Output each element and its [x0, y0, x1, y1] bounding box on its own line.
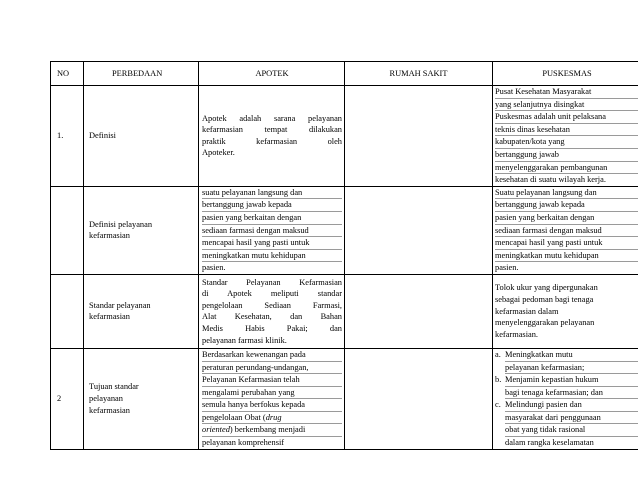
row2-perbedaan-line: Definisi pelayanan	[89, 219, 153, 229]
row4-apotek-line: semula hanya berfokus kepada	[202, 399, 342, 412]
header-puskesmas: PUSKESMAS	[493, 62, 638, 86]
row3-apotek-line: di Apotek meliputi standar	[202, 289, 342, 299]
row1-apotek-line: Apotek adalah sarana pelayanan	[202, 113, 342, 123]
row1-perbedaan: Definisi	[84, 86, 199, 187]
row3-apotek	[199, 274, 345, 348]
row1-puskesmas-line: kesehatan di suatu wilayah kerja.	[495, 175, 606, 185]
row2-rumah-sakit	[345, 186, 493, 274]
row4-puskesmas-list	[495, 349, 638, 449]
list-item-line: Melindungi pasien dan	[505, 399, 638, 412]
header-apotek: APOTEK	[199, 62, 345, 86]
list-item-line: dalam rangka keselamatan	[505, 438, 594, 448]
row1-apotek-text	[202, 113, 342, 159]
row2-puskesmas	[493, 186, 638, 274]
list-item-line: Menjamin kepastian hukum	[505, 374, 638, 387]
list-item	[495, 374, 638, 399]
table-header-row	[51, 62, 638, 86]
row2-puskesmas-line: sediaan farmasi dengan maksud	[495, 225, 638, 238]
row4-rumah-sakit	[345, 348, 493, 449]
row4-perbedaan	[84, 348, 199, 449]
row3-apotek-line: Medis Habis Pakai; dan	[202, 324, 342, 333]
table-row-definisi-pelayanan	[51, 186, 638, 274]
row3-apotek-text	[202, 277, 342, 347]
row2-puskesmas-line: pasien yang berkaitan dengan	[495, 212, 638, 225]
list-marker: b.	[495, 375, 502, 385]
row3-perbedaan-line: kefarmasian	[89, 312, 130, 322]
row4-apotek-line-oriented	[202, 424, 342, 437]
row4-apotek-last: pelayanan komprehensif	[202, 438, 285, 448]
row4-perbedaan-line: Tujuan standar	[89, 382, 139, 392]
row2-puskesmas-line: mencapai hasil yang pasti untuk	[495, 237, 638, 250]
row3-apotek-line: pelayanan farmasi klinik.	[202, 335, 287, 345]
header-rumah-sakit: RUMAH SAKIT	[345, 62, 493, 86]
row1-puskesmas-line: kabupaten/kota yang	[495, 136, 638, 149]
row2-puskesmas-line: meningkatkan mutu kehidupan	[495, 250, 638, 263]
row3-puskesmas	[493, 274, 638, 348]
row1-puskesmas-line: teknis dinas kesehatan	[495, 124, 638, 137]
row2-apotek-line: mencapai hasil yang pasti untuk	[202, 237, 342, 250]
table-row-tujuan-standar	[51, 348, 638, 449]
row2-apotek-line: suatu pelayanan langsung dan	[202, 187, 342, 200]
row2-no	[51, 186, 84, 274]
row4-apotek-line: Berdasarkan kewenangan pada	[202, 349, 342, 362]
row1-apotek-line: Apoteker.	[202, 148, 235, 158]
row2-apotek-line: meningkatkan mutu kehidupan	[202, 250, 342, 263]
row4-apotek-line-last	[202, 437, 342, 449]
row1-puskesmas-line: yang selanjutnya disingkat	[495, 99, 638, 112]
row4-apotek-italic-oriented: oriented	[202, 425, 230, 435]
row4-puskesmas	[493, 348, 638, 449]
row2-puskesmas-line: Suatu pelayanan langsung dan	[495, 187, 638, 200]
row3-apotek-line: Alat Kesehatan, dan Bahan	[202, 312, 342, 322]
row3-puskesmas-line: Tolok ukur yang dipergunakan	[495, 283, 598, 293]
row1-puskesmas-line: Pusat Kesehatan Masyarakat	[495, 86, 638, 99]
row3-puskesmas-line: kefarmasian.	[495, 329, 539, 339]
row4-apotek-italic-drug: drug	[265, 412, 282, 422]
list-item-line: masyarakat dari penggunaan	[505, 412, 638, 425]
row4-apotek-line: Pelayanan Kefarmasian telah	[202, 374, 342, 387]
row4-perbedaan-line: kefarmasian	[89, 405, 130, 415]
row3-apotek-line: Standar Pelayanan Kefarmasian	[202, 277, 342, 287]
row4-no: 2	[51, 348, 84, 449]
list-item-line: Meningkatkan mutu	[505, 349, 638, 362]
list-item-line: obat yang tidak rasional	[505, 424, 638, 437]
row2-apotek-line: sediaan farmasi dengan maksud	[202, 225, 342, 238]
row4-apotek-line-obat	[202, 412, 342, 425]
row1-puskesmas	[493, 86, 638, 187]
comparison-table	[50, 61, 638, 450]
row3-puskesmas-line: kefarmasian dalam	[495, 306, 559, 316]
row4-apotek-line: mengalami perubahan yang	[202, 387, 342, 400]
row3-apotek-line: pengelolaan Sediaan Farmasi,	[202, 300, 342, 310]
row2-puskesmas-line: bertanggung jawab kepada	[495, 199, 638, 212]
row3-perbedaan-line: Standar pelayanan	[89, 300, 151, 310]
row4-perbedaan-line: pelayanan	[89, 393, 123, 403]
row4-apotek	[199, 348, 345, 449]
header-perbedaan: PERBEDAAN	[84, 62, 199, 86]
table-row-standar-pelayanan	[51, 274, 638, 348]
table-row-definisi	[51, 86, 638, 187]
row1-puskesmas-line: Puskesmas adalah unit pelaksana	[495, 111, 638, 124]
row2-apotek-line: pasien.	[202, 263, 226, 273]
row1-no: 1.	[51, 86, 84, 187]
row2-apotek-line: bertanggung jawab kepada	[202, 199, 342, 212]
list-item	[495, 349, 638, 374]
list-marker: a.	[495, 349, 501, 359]
row4-apotek-prefix: pengelolaan Obat (	[202, 412, 266, 422]
row3-perbedaan	[84, 274, 199, 348]
list-marker: c.	[495, 400, 501, 410]
row3-puskesmas-line: menyelenggarakan pelayanan	[495, 318, 595, 328]
row4-apotek-line: peraturan perundang-undangan,	[202, 362, 342, 375]
row3-rumah-sakit	[345, 274, 493, 348]
row1-apotek-line: praktik kefarmasian oleh	[202, 136, 342, 146]
row1-rumah-sakit	[345, 86, 493, 187]
list-item-line: bagi tenaga kefarmasian; dan	[505, 387, 638, 400]
row2-apotek	[199, 186, 345, 274]
row3-puskesmas-line: sebagai pedoman bagi tenaga	[495, 295, 594, 305]
list-item-line: pelayanan kefarmasian;	[505, 362, 638, 375]
row2-apotek-line: pasien yang berkaitan dengan	[202, 212, 342, 225]
row1-apotek	[199, 86, 345, 187]
row4-apotek-after-italic: ) berkembang menjadi	[229, 425, 306, 435]
row1-puskesmas-line: menyelenggarakan pembangunan	[495, 162, 638, 175]
row2-perbedaan	[84, 186, 199, 274]
list-item	[495, 399, 638, 448]
row1-apotek-line: kefarmasian tempat dilakukan	[202, 125, 342, 135]
row1-puskesmas-line: bertanggung jawab	[495, 149, 638, 162]
row2-perbedaan-line: kefarmasian	[89, 231, 130, 241]
row2-puskesmas-line: pasien.	[495, 263, 519, 273]
row3-no	[51, 274, 84, 348]
header-no: NO	[51, 62, 84, 86]
